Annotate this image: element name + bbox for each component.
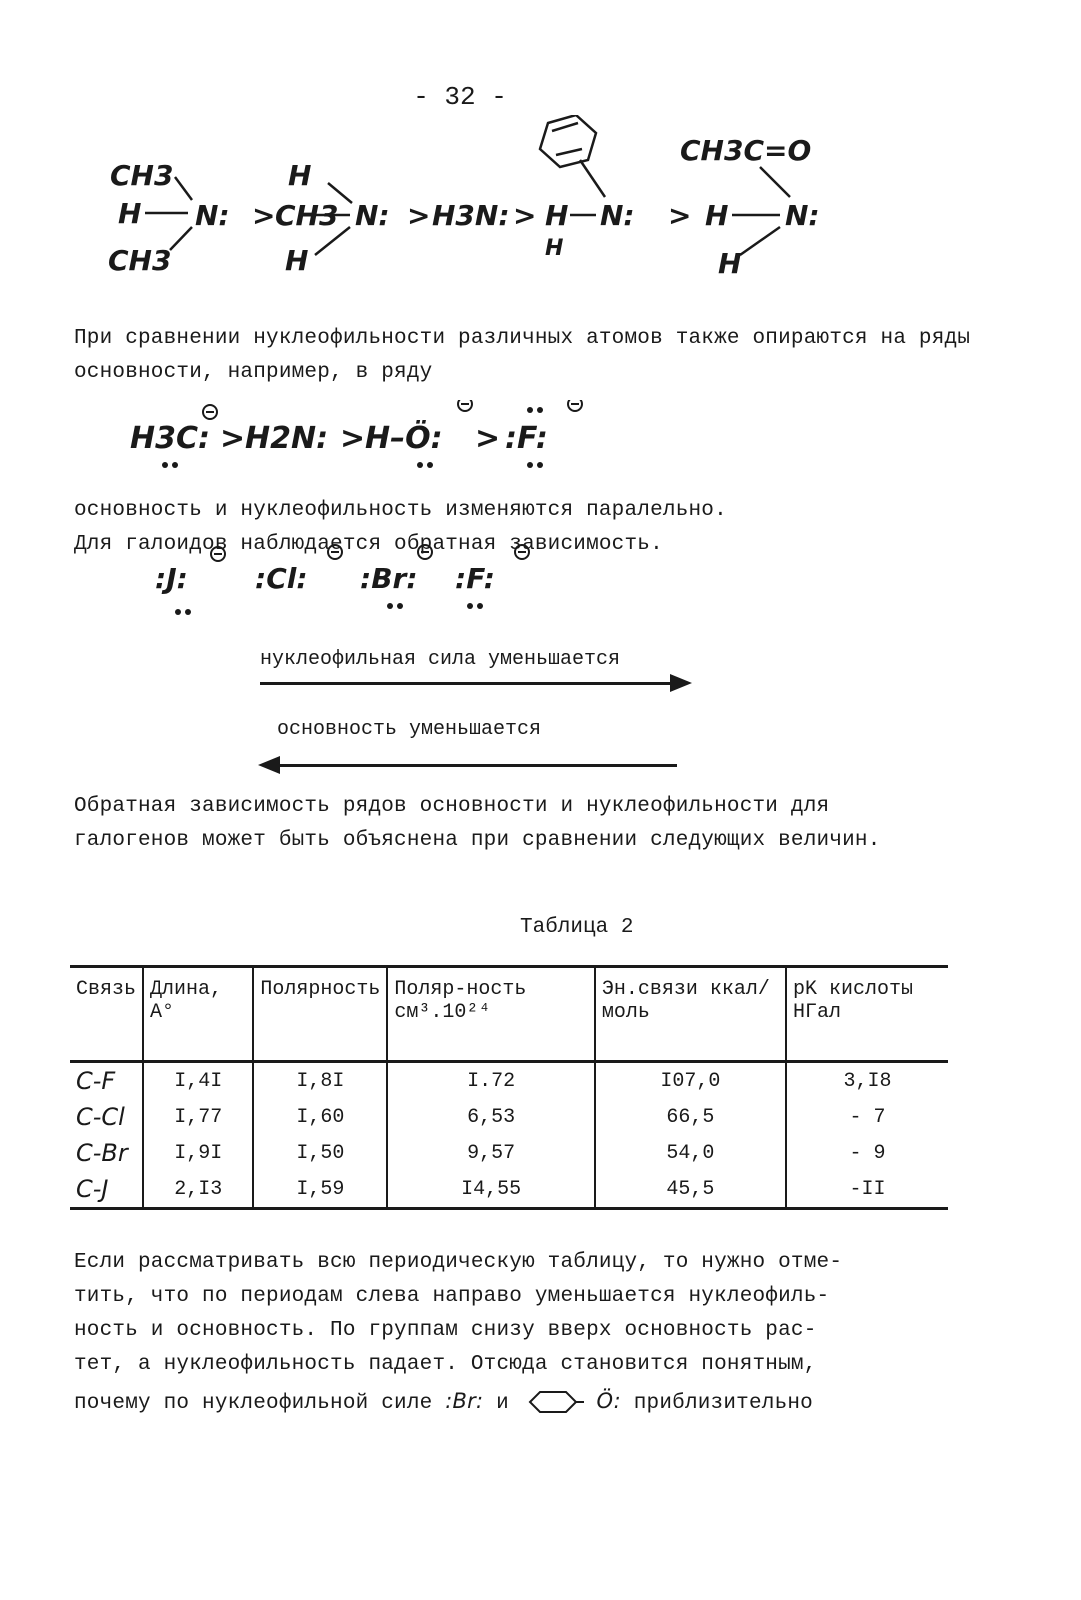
cell-polarity: I,60 [253,1099,387,1135]
cell-pk: - 7 [786,1099,948,1135]
page-number: - 32 - [413,82,507,112]
basicity-arrow-label: основность уменьшается [277,718,542,741]
paragraph-5-line-2: тить, что по периодам слева направо уменьшается нуклеофиль- [74,1285,830,1308]
h-bottom-2: H [285,244,309,277]
gt-b: > [340,421,366,456]
gt-a: > [220,421,246,456]
h3n-label: H3N: [432,199,510,232]
paragraph-5-line-5 [74,1384,974,1421]
paragraph-4: Обратная зависимость рядов основности и нуклеофильности для галогенов может быть объяснена при сравнении следующих величин. [74,795,881,852]
nucleophilicity-arrow-label: нуклеофильная сила уменьшается [260,648,621,671]
amine-series-formula [100,115,860,295]
table-row [70,1062,948,1100]
table-row [70,1171,948,1209]
line5-after: приблизительно [633,1392,813,1415]
cell-energy: 45,5 [595,1171,786,1209]
cell-bond: C-Br [76,1139,128,1167]
table-row [70,1135,948,1171]
bromide: :Br: [360,562,418,595]
paragraph-5-line-3: ность и основность. По группам снизу вверх основность рас- [74,1319,817,1342]
amine-series-drawing [100,115,860,295]
table-title: Таблица 2 [520,916,634,939]
gt-1: > [252,199,276,232]
cell-bond: C-J [70,1171,143,1209]
paragraph-3: Для галоидов наблюдается обратная зависимость. [74,533,663,556]
cell-bond: C-Cl [76,1103,125,1131]
cell-pk: - 9 [786,1135,948,1171]
ch3-top-label: CH3 [110,159,174,192]
cell-energy: 54,0 [595,1135,786,1171]
table-header-row [70,967,948,1062]
cell-pk: -II [786,1171,948,1209]
h-top-2: H [288,159,312,192]
gt-3: > [513,199,537,232]
cell-polarizability: 9,57 [387,1135,594,1171]
table-row [70,1099,948,1135]
paragraph-5-line-1: Если рассматривать всю периодическую таблицу, то нужно отме- [74,1251,843,1274]
h-amide: H [705,199,729,232]
line5-before: почему по нуклеофильной силе [74,1392,433,1415]
h-amide-bottom: H [718,247,742,280]
paragraph-2: основность и нуклеофильность изменяются паралельно. [74,499,727,522]
paragraph-1: При сравнении нуклеофильности различных атомов также опираются на ряды основности, например, в ряду [74,327,971,384]
paragraph-5-line-4: тет, а нуклеофильность падает. Отсюда становится понятным, [74,1353,817,1376]
n1-label: N: [195,199,230,232]
chloride: :Cl: [255,562,308,595]
nucleophilicity-arrow-line [260,682,680,685]
cell-energy: I07,0 [595,1062,786,1100]
right-arrowhead-icon [670,674,692,692]
acyl-label: CH3C=O [680,134,812,167]
bond-properties-table [70,965,948,1210]
n2-label: N: [355,199,390,232]
benzene-ring-icon [522,1389,584,1415]
line5-and: и [496,1392,509,1415]
iodide: :J: [155,562,188,595]
cell-polarizability: I.72 [387,1062,594,1100]
header-polarity: Полярность [253,967,387,1062]
fluoride-halide: :F: [455,562,495,595]
cell-length: I,9I [143,1135,253,1171]
gt-c: > [475,421,501,456]
cell-polarity: I,59 [253,1171,387,1209]
cell-polarizability: 6,53 [387,1099,594,1135]
inline-phenoxide-oxygen: Ö: [596,1389,621,1413]
hydroxide: H–Ö: [365,421,443,456]
ch3-2: CH3 [275,199,339,232]
header-pk-acid: pK кислоты НГал [786,967,948,1062]
halide-series-formula [150,540,570,620]
header-length: Длина, A° [143,967,253,1062]
inline-bromide: :Br: [445,1389,484,1413]
cell-length: I,77 [143,1099,253,1135]
header-bond: Связь [76,978,137,1001]
cell-polarity: I,50 [253,1135,387,1171]
cell-polarizability: I4,55 [387,1171,594,1209]
gt-4: > [668,199,692,232]
n3-label: N: [600,199,635,232]
ch3-bottom-label: CH3 [108,244,172,277]
h-mid-label: H [118,197,142,230]
cell-energy: 66,5 [595,1099,786,1135]
h-aniline: H [545,199,569,232]
h-aniline-bottom: H [545,236,564,261]
header-bond-energy: Эн.связи ккал/моль [595,967,786,1062]
header-polarizability: Поляр-ность см³.10²⁴ [387,967,594,1062]
cell-length: 2,I3 [143,1171,253,1209]
left-arrowhead-icon [258,756,280,774]
h2n-amide: H2N: [245,421,329,456]
fluoride: :F: [505,421,548,456]
cell-length: I,4I [143,1062,253,1100]
n4-label: N: [785,199,820,232]
basicity-series-formula [120,400,640,480]
gt-2: > [407,199,431,232]
cell-bond: C-F [76,1067,116,1095]
cell-polarity: I,8I [253,1062,387,1100]
h3c-carbanion: H3C: [130,421,210,456]
basicity-arrow-line [272,764,677,767]
cell-pk: 3,I8 [786,1062,948,1100]
